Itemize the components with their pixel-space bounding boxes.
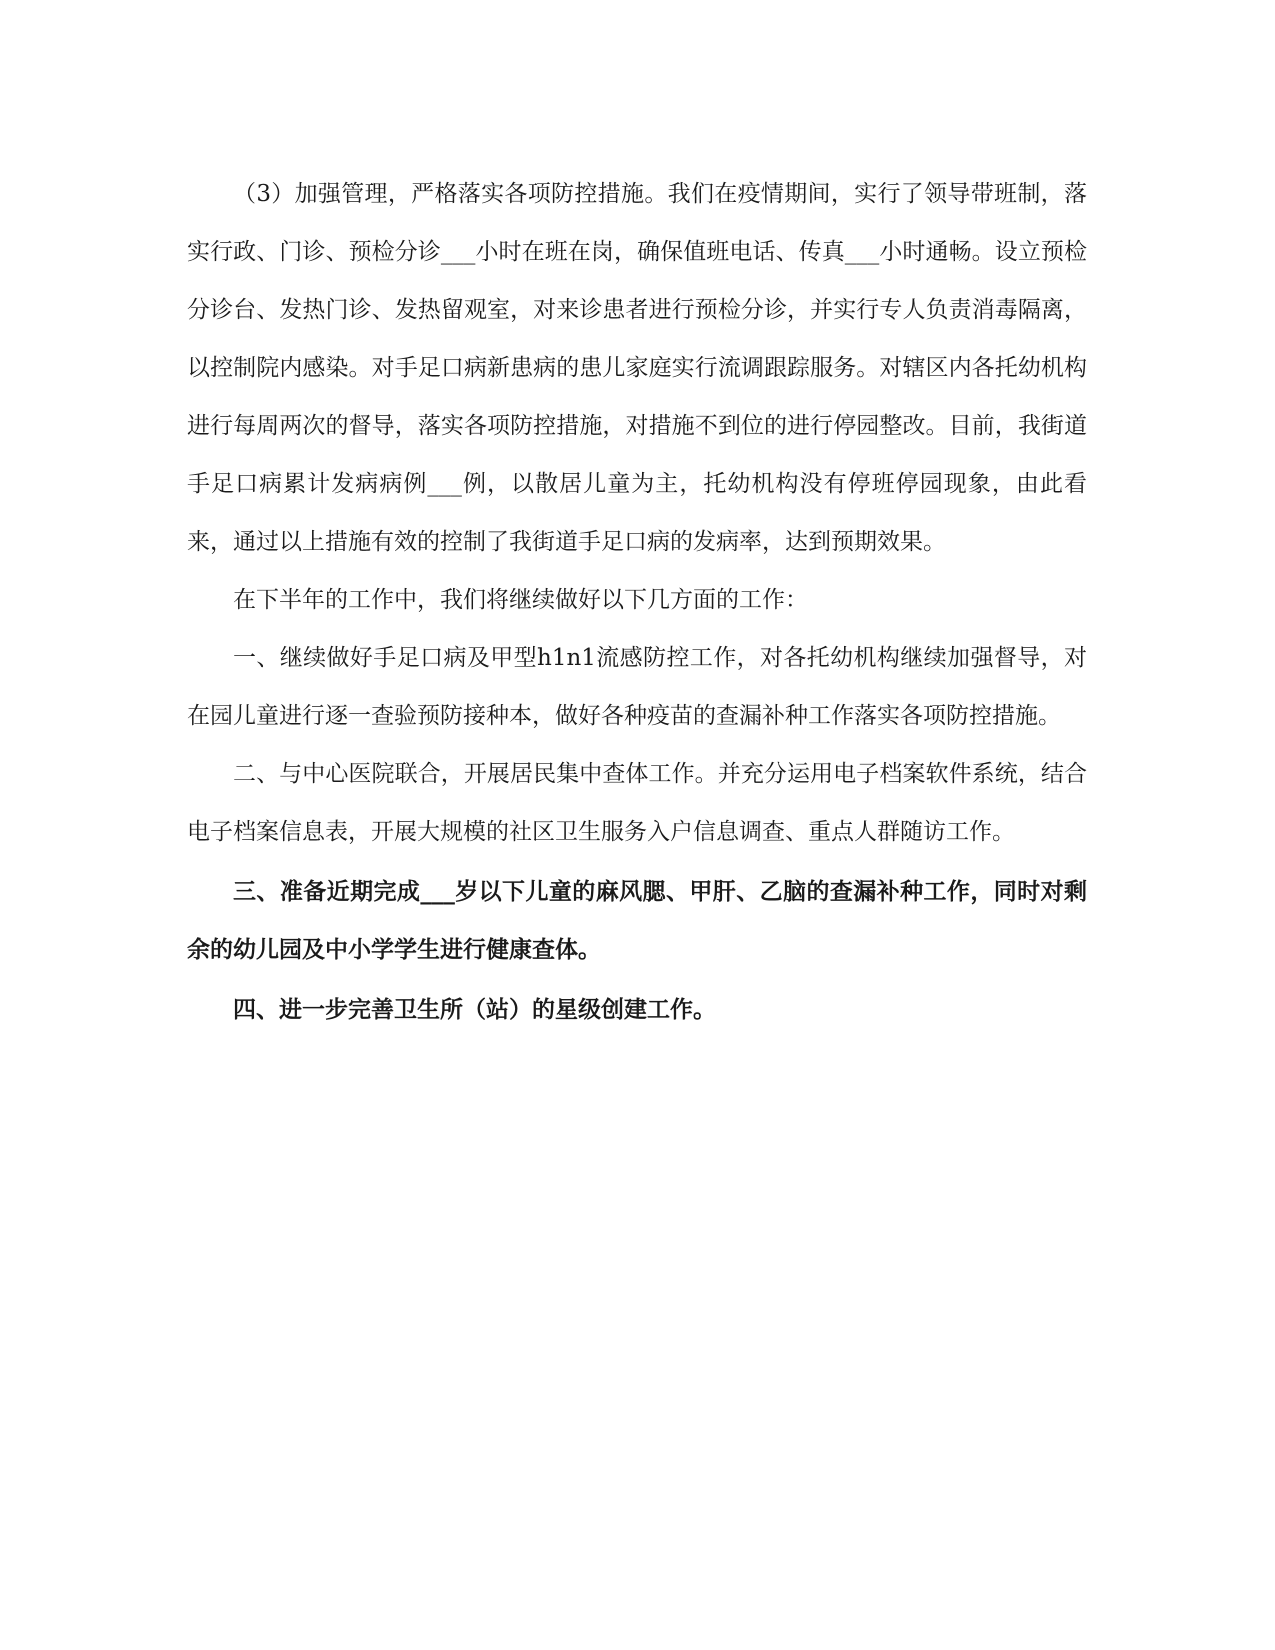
document-body — [187, 165, 1087, 1039]
paragraph-prevention-measures: （3）加强管理，严格落实各项防控措施。我们在疫情期间，实行了领导带班制，落实行政、门诊、预检分诊___小时在班在岗，确保值班电话、传真___小时通畅。设立预检分诊台、发热门诊、发热留观室，对来诊患者进行预检分诊，并实行专人负责消毒隔离，以控制院内感染。对手足口病新患病的患儿家庭实行流调跟踪服务。对辖区内各托幼机构进行每周两次的督导，落实各项防控措施，对措施不到位的进行停园整改。目前，我街道手足口病累计发病病例___例，以散居儿童为主，托幼机构没有停班停园现象，由此看来，通过以上措施有效的控制了我街道手足口病的发病率，达到预期效果。 — [187, 181, 1087, 555]
paragraph-item-two: 二、与中心医院联合，开展居民集中查体工作。并充分运用电子档案软件系统，结合电子档案信息表，开展大规模的社区卫生服务入户信息调查、重点人群随访工作。 — [187, 761, 1087, 845]
paragraph-item-one: 一、继续做好手足口病及甲型h1n1流感防控工作，对各托幼机构继续加强督导，对在园儿童进行逐一查验预防接种本，做好各种疫苗的查漏补种工作落实各项防控措施。 — [187, 645, 1087, 729]
paragraph-item-four: 四、进一步完善卫生所（站）的星级创建工作。 — [233, 996, 716, 1023]
paragraph-second-half-intro: 在下半年的工作中，我们将继续做好以下几方面的工作： — [233, 587, 808, 613]
paragraph-item-three: 三、准备近期完成___岁以下儿童的麻风腮、甲肝、乙脑的查漏补种工作，同时对剩余的幼儿园及中小学学生进行健康查体。 — [187, 878, 1087, 963]
